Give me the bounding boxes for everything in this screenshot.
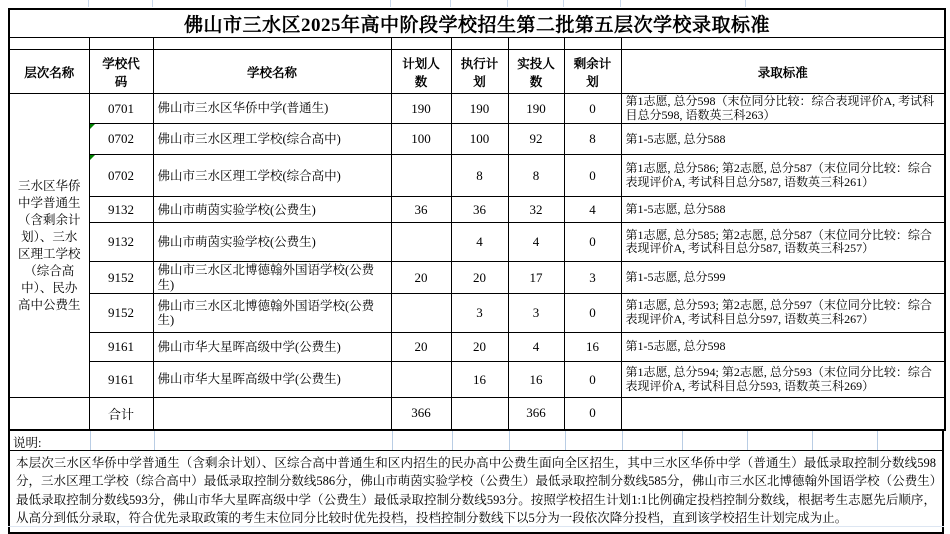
school-name-cell: 佛山市三水区华侨中学(普通生) [153,94,391,124]
school-code-cell: 9152 [89,262,153,294]
gridline [565,431,566,450]
gridline-stub [450,0,451,7]
spacer-cell [508,38,564,50]
standard-cell: 第1志愿, 总分585; 第2志愿, 总分587（末位同分比较：综合表现评价A, 考试科目总分587, 语数英三科257） [621,223,945,262]
actual-total-cell: 366 [508,398,564,430]
table-row [9,362,945,398]
spacer-row [9,38,945,50]
gridline [392,431,393,450]
spacer-cell [564,38,621,50]
plan-cell: 36 [391,197,451,223]
gridline [747,431,748,450]
plan-cell: 20 [391,262,451,294]
level-empty-cell [9,398,89,430]
plan-total-cell: 366 [391,398,451,430]
plan-cell: 190 [391,94,451,124]
gridline [452,431,453,450]
gridline [509,431,510,450]
gridline [8,526,944,527]
notes-label: 说明: [13,435,42,450]
notes-label-row [8,431,944,450]
exec-cell: 20 [451,333,508,362]
table-row [9,262,945,294]
exec-cell: 190 [451,94,508,124]
school-name-cell: 佛山市萌茵实验学校(公费生) [153,197,391,223]
remain-cell: 0 [564,362,621,398]
actual-cell: 92 [508,124,564,155]
spacer-cell [89,38,153,50]
school-code-cell: 9132 [89,197,153,223]
school-name-cell [153,398,391,430]
header-row [9,50,945,94]
actual-cell: 190 [508,94,564,124]
gridline [877,431,878,450]
plan-cell: 20 [391,333,451,362]
cell-note-marker-icon [90,155,95,160]
school-code-cell: 0702 [89,124,153,155]
plan-cell [391,155,451,197]
page-title: 佛山市三水区2025年高中阶段学校招生第二批第五层次学校录取标准 [9,9,945,38]
school-code-cell: 9132 [89,223,153,262]
remain-cell: 0 [564,155,621,197]
standard-cell: 第1-5志愿, 总分598 [621,333,945,362]
standard-cell: 第1志愿, 总分598（末位同分比较：综合表现评价A, 考试科目总分598, 语数英三科263） [621,94,945,124]
standard-cell: 第1-5志愿, 总分588 [621,197,945,223]
table-row [9,333,945,362]
cell-note-marker-icon [90,124,95,129]
exec-cell: 36 [451,197,508,223]
spacer-cell [391,38,451,50]
col-header-actual: 实投人数 [508,50,564,94]
spacer-cell [451,38,508,50]
remain-cell: 0 [564,94,621,124]
total-label-cell: 合计 [89,398,153,430]
remain-cell: 0 [564,223,621,262]
admission-standards-table [8,8,946,431]
col-header-exec: 执行计划 [451,50,508,94]
plan-cell [391,223,451,262]
school-name-cell: 佛山市萌茵实验学校(公费生) [153,223,391,262]
actual-cell: 16 [508,362,564,398]
remain-cell: 4 [564,197,621,223]
col-header-level: 层次名称 [9,50,89,94]
exec-cell: 4 [451,223,508,262]
school-code-cell: 9161 [89,362,153,398]
table-row [9,124,945,155]
school-name-cell: 佛山市三水区理工学校(综合高中) [153,155,391,197]
remain-cell: 3 [564,262,621,294]
exec-total-cell [451,398,508,430]
level-group-cell: 三水区华侨中学普通生（含剩余计划）、三水区理工学校（综合高中）、民办高中公费生 [9,94,89,398]
table-row [9,294,945,333]
remain-cell: 0 [564,294,621,333]
col-header-school: 学校名称 [153,50,391,94]
standard-cell: 第1-5志愿, 总分588 [621,124,945,155]
remain-cell: 8 [564,124,621,155]
col-header-remain: 剩余计划 [564,50,621,94]
gridline-stub [152,0,153,7]
actual-cell: 4 [508,333,564,362]
school-code-cell: 9161 [89,333,153,362]
gridline [812,431,813,450]
remain-cell: 16 [564,333,621,362]
plan-cell [391,294,451,333]
exec-cell: 100 [451,124,508,155]
exec-cell: 16 [451,362,508,398]
gridline-stub [620,0,621,7]
school-code-cell: 0701 [89,94,153,124]
gridline [622,431,623,450]
school-name-cell: 佛山市三水区理工学校(综合高中) [153,124,391,155]
actual-cell: 8 [508,155,564,197]
school-name-cell: 佛山市三水区北博德翰外国语学校(公费生) [153,262,391,294]
note-text: 本层次三水区华侨中学普通生（含剩余计划）、区综合高中普通生和区内招生的民办高中公费生面向全区招生，其中三水区华侨中学（普通生）最低录取控制分数线598分，三水区理工学校（综合高中）最低录取控制分数线586分，佛山市萌茵实验学校（公费生）最低录取控制分数线585分，佛山市三水区北博德翰外国语学校（公费生）最低录取控制分数线593分，佛山市华大星晖高级中学（公费生）最低录取控制分数线593分。按照学校招生计划1:1比例确定投档控制分数线，根据考生志愿先后顺序，从高分到低分录取，符合优先录取政策的考生末位同分比较时优先投档，投档控制分数线下以5分为一段依次降分投档，直到该学校招生计划完成为止。 [16,455,936,526]
total-row [9,398,945,430]
plan-cell [391,362,451,398]
spacer-cell [9,38,89,50]
standard-cell: 第1志愿, 总分593; 第2志愿, 总分597（末位同分比较：综合表现评价A, 考试科目总分597, 语数英三科267） [621,294,945,333]
spacer-cell [153,38,391,50]
gridline-stub [563,0,564,7]
actual-cell: 4 [508,223,564,262]
table-row [9,94,945,124]
col-header-standard: 录取标准 [621,50,945,94]
remain-total-cell: 0 [564,398,621,430]
standard-cell: 第1-5志愿, 总分599 [621,262,945,294]
standard-cell: 第1志愿, 总分594; 第2志愿, 总分593（末位同分比较：综合表现评价A, 考试科目总分593, 语数英三科269） [621,362,945,398]
gridline [682,431,683,450]
actual-cell: 32 [508,197,564,223]
col-header-plan: 计划人数 [391,50,451,94]
gridline [90,431,91,450]
gridline-stub [745,0,746,7]
school-code-cell: 9152 [89,294,153,333]
gridline [154,431,155,450]
spreadsheet-sheet [8,8,944,534]
title-row [9,9,945,38]
standard-cell: 第1志愿, 总分586; 第2志愿, 总分587（末位同分比较：综合表现评价A, 考试科目总分587, 语数英三科261） [621,155,945,197]
actual-cell: 3 [508,294,564,333]
spacer-cell [621,38,945,50]
plan-cell: 100 [391,124,451,155]
col-header-code: 学校代码 [89,50,153,94]
standard-cell [621,398,945,430]
exec-cell: 8 [451,155,508,197]
exec-cell: 3 [451,294,508,333]
school-name-cell: 佛山市华大星晖高级中学(公费生) [153,333,391,362]
school-name-cell: 佛山市华大星晖高级中学(公费生) [153,362,391,398]
table-row [9,223,945,262]
actual-cell: 17 [508,262,564,294]
gridline-stub [390,0,391,7]
table-row [9,197,945,223]
school-code-cell: 0702 [89,155,153,197]
school-name-cell: 佛山市三水区北博德翰外国语学校(公费生) [153,294,391,333]
gridline-stub [88,0,89,7]
table-row [9,155,945,197]
exec-cell: 20 [451,262,508,294]
note-text-block [8,450,944,534]
gridline-stub [507,0,508,7]
